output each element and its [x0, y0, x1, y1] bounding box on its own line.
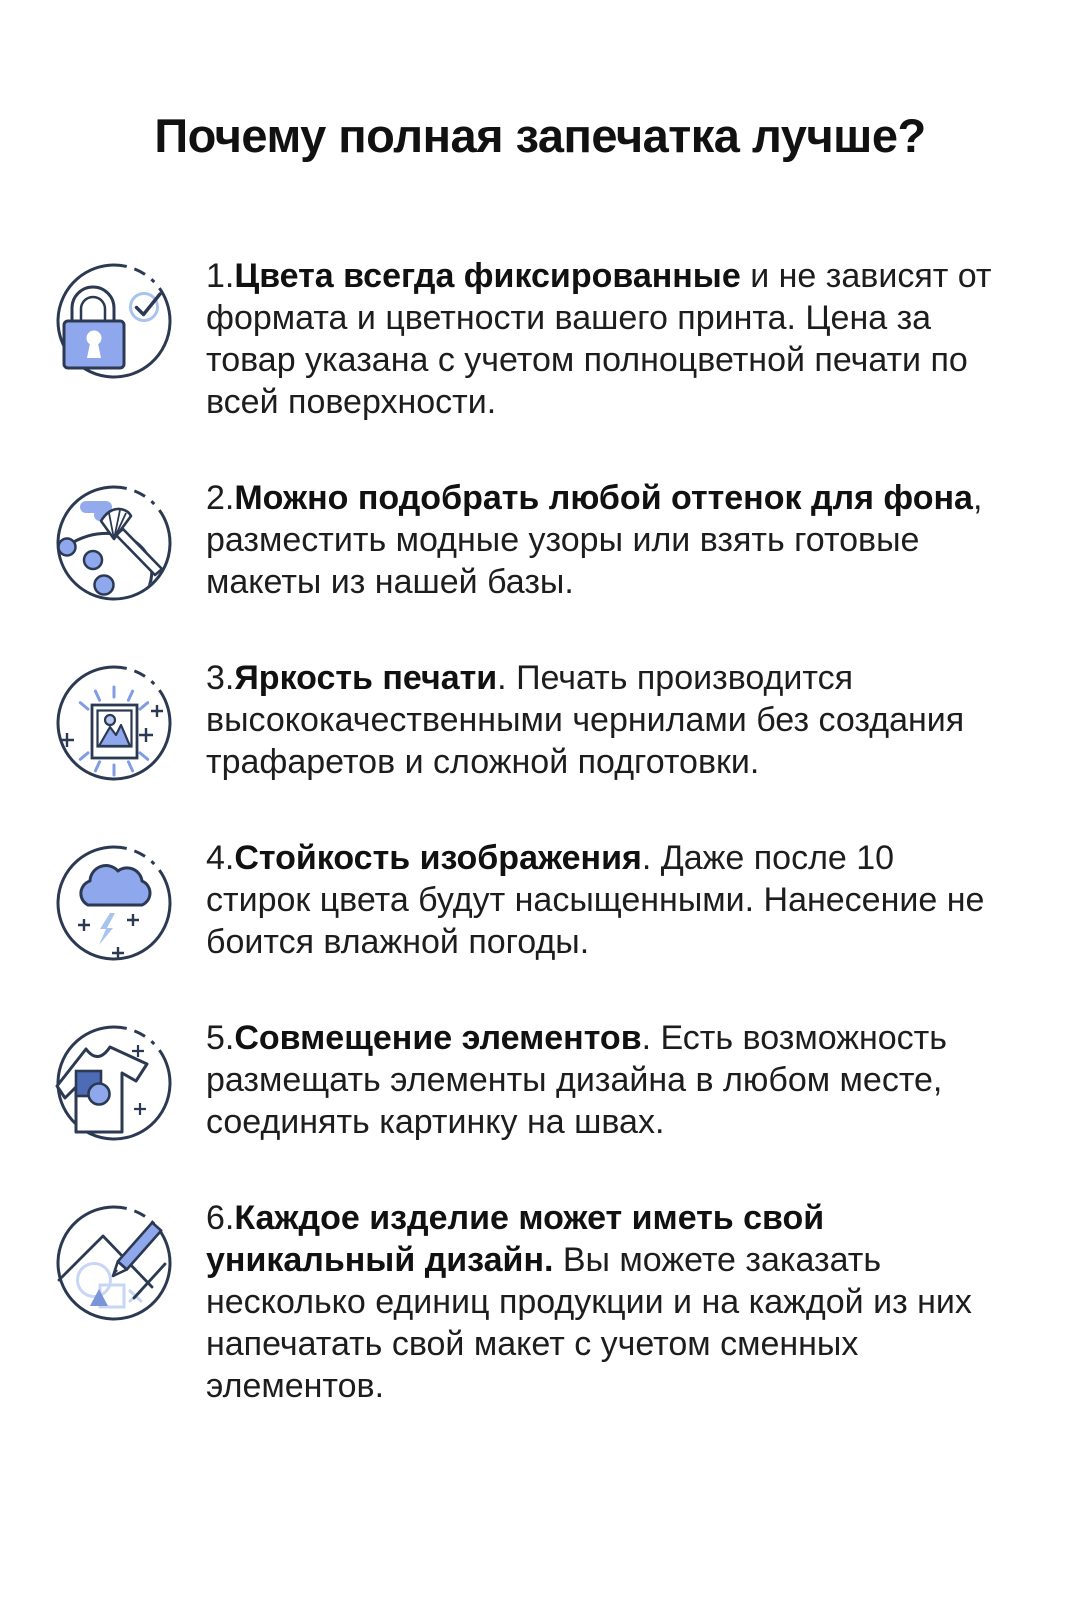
list-item: [54, 255, 1034, 423]
benefits-list: [0, 255, 1080, 1407]
item-body-text: и не зависят от формата и цветности вашего принта. Цена за товар указана с учетом полноцветной печати по всей поверхности.: [206, 257, 992, 421]
item-number: 2.: [206, 479, 235, 517]
item-body-text: . Есть возможность размещать элементы дизайна в любом месте, соединять картинку на швах.: [206, 1019, 947, 1141]
item-text: [206, 657, 1006, 783]
item-body-text: , разместить модные узоры или взять готовые макеты из нашей базы.: [206, 479, 983, 601]
item-number: 4.: [206, 839, 235, 877]
list-item: [54, 657, 1034, 783]
item-number: 3.: [206, 659, 235, 697]
item-text: [206, 477, 1006, 603]
pencil-sketch-icon: [54, 1203, 174, 1323]
item-body-text: . Даже после 10 стирок цвета будут насыщенными. Нанесение не боится влажной погоды.: [206, 839, 985, 961]
item-number: 5.: [206, 1019, 235, 1057]
list-item: [54, 837, 1034, 963]
bright-image-icon: [54, 663, 174, 783]
item-text: [206, 1017, 1006, 1143]
item-bold-text: Яркость печати: [234, 659, 498, 697]
item-bold-text: Можно подобрать любой оттенок для фона: [234, 479, 973, 517]
list-item: [54, 477, 1034, 603]
item-bold-text: Стойкость изображения: [234, 839, 642, 877]
item-body-text: Вы можете заказать несколько единиц продукции и на каждой из них напечатать свой макет с учетом сменных элементов.: [206, 1241, 972, 1405]
item-bold-text: Цвета всегда фиксированные: [234, 257, 741, 295]
item-bold-text: Каждое изделие может иметь свой уникальный дизайн.: [206, 1199, 825, 1279]
item-number: 1.: [206, 257, 235, 295]
page-title: Почему полная запечатка лучше?: [154, 109, 926, 162]
palette-brush-icon: [54, 483, 174, 603]
item-bold-text: Совмещение элементов: [234, 1019, 642, 1057]
tshirt-design-icon: [54, 1023, 174, 1143]
list-item: [54, 1197, 1034, 1407]
item-text: [206, 837, 1006, 963]
item-number: 6.: [206, 1199, 235, 1237]
item-body-text: . Печать производится высококачественными чернилами без создания трафаретов и сложной подготовки.: [206, 659, 965, 781]
list-item: [54, 1017, 1034, 1143]
lock-check-icon: [54, 261, 174, 381]
item-text: [206, 1197, 1006, 1407]
item-text: [206, 255, 1006, 423]
rain-cloud-icon: [54, 843, 174, 963]
